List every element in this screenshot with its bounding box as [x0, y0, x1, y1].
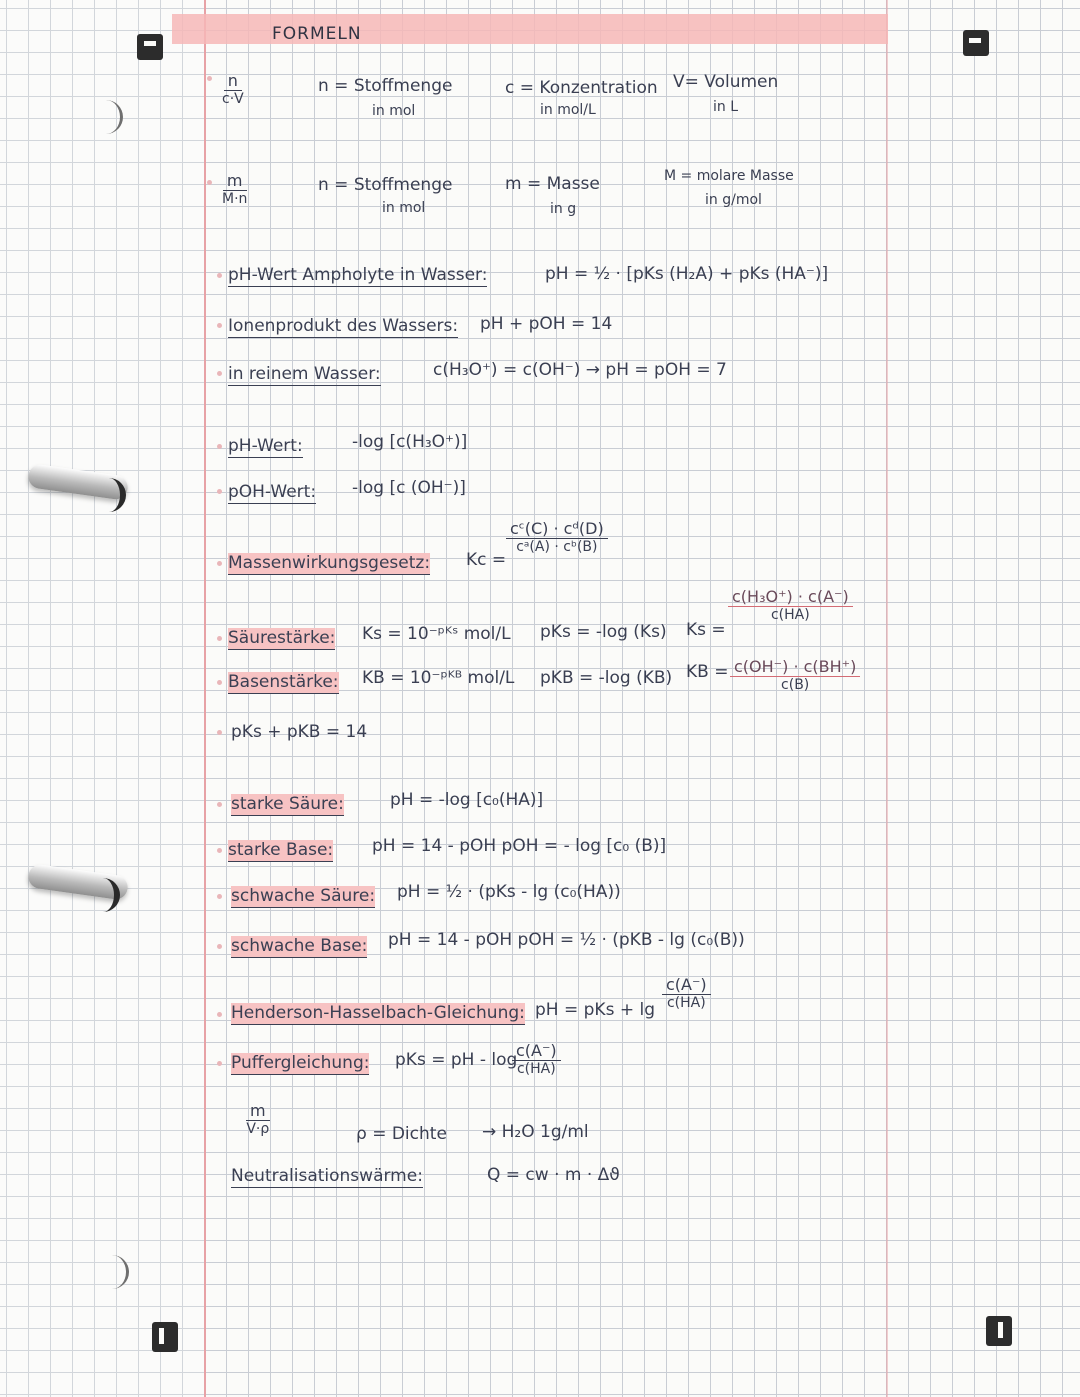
puffergleichung-formula: pKs = pH - log: [395, 1050, 518, 1070]
kb-lhs: KB =: [686, 662, 729, 682]
schwache-saeure-formula: pH = ½ · (pKs - lg (c₀(HA)): [397, 882, 621, 902]
fraction-numerator: n: [224, 72, 242, 91]
starke-saeure-formula: pH = -log [c₀(HA)]: [390, 790, 544, 810]
henderson-hasselbach-formula: pH = pKs + lg: [535, 1000, 655, 1020]
ph-wert-formula: -log [c(H₃O⁺)]: [352, 432, 468, 452]
fraction-numerator: c(A⁻): [512, 1042, 561, 1061]
bullet: [217, 371, 222, 376]
bullet: [217, 1061, 222, 1066]
volumen-definition: V= Volumen: [673, 72, 779, 92]
neutralisationswaerme-label: Neutralisationswärme:: [231, 1166, 423, 1186]
mwg-fraction: [506, 520, 608, 556]
stoffmenge-definition: n = Stoffmenge: [318, 76, 453, 96]
dichte-definition: ρ = Dichte: [356, 1124, 447, 1144]
binder-corner-icon: [963, 30, 989, 56]
right-margin-line: [886, 0, 888, 1397]
schwache-base-formula: pH = 14 - pOH pOH = ½ · (pKB - lg (c₀(B)): [388, 930, 745, 950]
fraction-denominator: c(HA): [666, 995, 706, 1011]
fraction-denominator: V·ρ: [246, 1121, 270, 1137]
kb-fraction: [730, 658, 860, 694]
bullet: [207, 76, 212, 81]
molare-masse-definition: M = molare Masse: [664, 168, 794, 184]
konzentration-unit: in mol/L: [540, 102, 596, 118]
schwache-base-label: schwache Base:: [231, 936, 368, 956]
ks-formula: Ks = 10⁻ᵖᴷˢ mol/L: [362, 624, 511, 644]
fraction-numerator: c(A⁻): [662, 976, 711, 995]
ampholyte-formula: pH = ½ · [pKs (H₂A) + pKs (HA⁻)]: [545, 264, 829, 284]
ionenprodukt-label: Ionenprodukt des Wassers:: [228, 316, 459, 336]
pks-formula: pKs = -log (Ks): [540, 622, 667, 642]
ampholyte-label: pH-Wert Ampholyte in Wasser:: [228, 265, 488, 285]
ks-lhs: Ks =: [686, 620, 726, 640]
bullet: [217, 444, 222, 449]
density-fraction: [246, 1102, 270, 1138]
mwg-label: Massenwirkungsgesetz:: [228, 553, 431, 573]
volumen-unit: in L: [713, 99, 739, 115]
reines-wasser-formula: c(H₃O⁺) = c(OH⁻) → pH = pOH = 7: [433, 360, 727, 380]
bullet: [217, 561, 222, 566]
kb-formula: KB = 10⁻ᵖᴷᴮ mol/L: [362, 668, 515, 688]
henderson-hasselbach-label: Henderson-Hasselbach-Gleichung:: [231, 1003, 525, 1023]
starke-base-label: starke Base:: [228, 840, 334, 860]
pk-sum-formula: pKs + pKB = 14: [231, 722, 368, 742]
mass-fraction: [222, 172, 247, 208]
puffergleichung-label: Puffergleichung:: [231, 1053, 370, 1073]
ph-wert-label: pH-Wert:: [228, 436, 303, 456]
fraction-numerator: m: [223, 172, 247, 191]
bullet: [217, 680, 222, 685]
fraction-numerator: c(H₃O⁺) · c(A⁻): [728, 588, 853, 607]
margin-line: [204, 0, 206, 1397]
wasser-dichte: → H₂O 1g/ml: [482, 1122, 589, 1142]
basenstaerke-label: Basenstärke:: [228, 672, 339, 692]
fraction-denominator: c(HA): [770, 607, 810, 623]
molare-masse-unit: in g/mol: [705, 192, 762, 208]
puffergleichung-fraction: [512, 1042, 561, 1078]
binder-corner-icon: [986, 1316, 1012, 1346]
fraction-denominator: c·V: [222, 91, 244, 107]
bullet: [217, 1012, 222, 1017]
stoffmenge-unit: in mol: [382, 200, 426, 216]
fraction-denominator: M·n: [222, 191, 248, 207]
fraction-numerator: m: [246, 1102, 270, 1121]
ionenprodukt-formula: pH + pOH = 14: [480, 314, 613, 334]
bullet: [217, 802, 222, 807]
bullet: [217, 730, 222, 735]
fraction-numerator: c(OH⁻) · c(BH⁺): [730, 658, 860, 677]
stoffmenge-unit: in mol: [372, 103, 416, 119]
masse-unit: in g: [550, 201, 577, 217]
konzentration-definition: c = Konzentration: [505, 78, 658, 98]
stoffmenge-definition: n = Stoffmenge: [318, 175, 453, 195]
binder-corner-icon: [137, 34, 163, 60]
poh-wert-label: pOH-Wert:: [228, 482, 317, 502]
bullet: [217, 636, 222, 641]
bullet: [217, 323, 222, 328]
fraction-denominator: cᵃ(A) · cᵇ(B): [516, 539, 598, 555]
bullet: [217, 273, 222, 278]
neutralisationswaerme-formula: Q = cw · m · Δϑ: [487, 1165, 620, 1185]
bullet: [217, 894, 222, 899]
fraction-numerator: cᶜ(C) · cᵈ(D): [506, 520, 608, 539]
bullet: [207, 180, 212, 185]
pkb-formula: pKB = -log (KB): [540, 668, 673, 688]
schwache-saeure-label: schwache Säure:: [231, 886, 376, 906]
starke-saeure-label: starke Säure:: [231, 794, 344, 814]
left-margin: [0, 0, 205, 1397]
henderson-hasselbach-fraction: [662, 976, 711, 1012]
bullet: [217, 944, 222, 949]
binder-corner-icon: [152, 1322, 178, 1352]
page-title: FORMELN: [272, 24, 362, 44]
masse-definition: m = Masse: [505, 174, 600, 194]
ks-fraction: [728, 588, 853, 624]
starke-base-formula: pH = 14 - pOH pOH = - log [c₀ (B)]: [372, 836, 667, 856]
mwg-lhs: Kc =: [466, 550, 507, 570]
concentration-fraction: [222, 72, 244, 108]
bullet: [217, 489, 222, 494]
fraction-denominator: c(B): [781, 677, 810, 693]
reines-wasser-label: in reinem Wasser:: [228, 364, 381, 384]
fraction-denominator: c(HA): [516, 1061, 556, 1077]
saeurestaerke-label: Säurestärke:: [228, 628, 336, 648]
bullet: [217, 848, 222, 853]
poh-wert-formula: -log [c (OH⁻)]: [352, 478, 466, 498]
